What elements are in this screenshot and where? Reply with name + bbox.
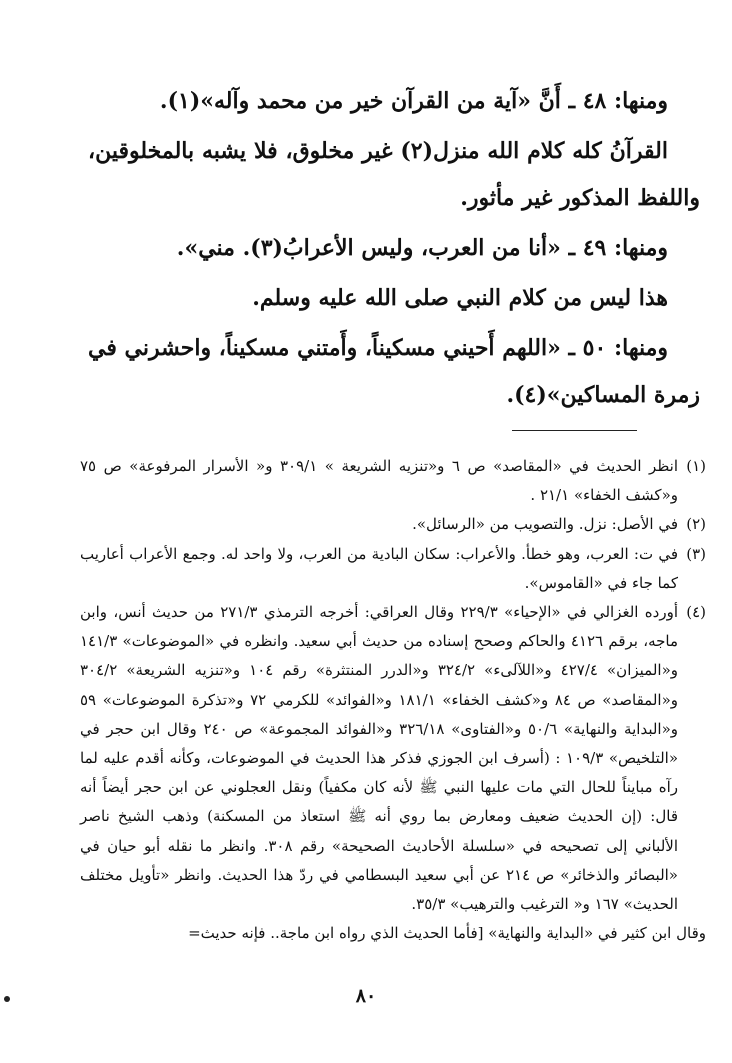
paragraph-50: ومنها: ٥٠ ـ «اللهم أَحيني مسكيناً، وأَمتني مسكيناً، واحشرني في زمرة المساكين»(٤). [88, 335, 700, 408]
footnote-3 [80, 540, 706, 598]
footnote-text: في الأصل: نزل. والتصويب من «الرسائل». [412, 515, 678, 534]
page-number: ٨٠ [355, 985, 377, 1007]
main-text [88, 78, 700, 419]
margin-dot [4, 996, 10, 1002]
footnote-4 [80, 598, 706, 919]
footnote-number: (٤) [686, 603, 706, 622]
footnote-number: (٣) [686, 544, 706, 563]
footnote-number: (٢) [686, 515, 706, 534]
footnote-1 [80, 452, 706, 510]
paragraph-49: ومنها: ٤٩ ـ «أنا من العرب، وليس الأعرابُ(٣). مني». [176, 235, 668, 261]
footnote-4-continuation [80, 919, 706, 948]
paragraph-48-commentary: القرآنُ كله كلام الله منزل(٢) غير مخلوق، فلا يشبه بالمخلوقين، واللفظ المذكور غير مأثور. [88, 138, 700, 211]
footnote-text: وقال ابن كثير في «البداية والنهاية» [فأما الحديث الذي رواه ابن ماجة.. فإنه حديث [200, 924, 706, 943]
footnote-separator [512, 430, 637, 431]
paragraph-48: ومنها: ٤٨ ـ أَنَّ «آية من القرآن خير من محمد وآله»(١). [159, 88, 668, 114]
continuation-mark: = [188, 924, 201, 943]
footnote-text: في ت: العرب، وهو خطأ. والأعراب: سكان البادية من العرب، ولا واحد له. وجمع الأعراب أعاريب كما جاء في «القاموس». [80, 544, 678, 592]
footnote-text: أورده الغزالي في «الإحياء» ٢٢٩/٣ وقال العراقي: أخرجه الترمذي ٢٧١/٣ من حديث أنس، وابن ماجه، برقم ٤١٢٦ والحاكم وصحح إسناده من حديث أبي سعيد. وانظره في «الموضوعات» ١٤١/٣ و«الميزان» ٤٢٧/٤ و«اللآلىء» ٣٢٤/٢ و«الدرر المنتثرة» رقم ١٠٤ و«تنزيه الشريعة» ٣٠٤/٢ و«المقاصد» ص ٨٤ و«كشف الخفاء» ١٨١/١ و«الفوائد» للكرمي ٧٢ و«تذكرة الموضوعات» ٥٩ و«البداية والنهاية» ٥٠/٦ و«الفتاوى» ٣٢٦/١٨ و«الفوائد المجموعة» ص ٢٤٠ وقال ابن حجر في «التلخيص» ١٠٩/٣ : (أسرف ابن الجوزي فذكر هذا الحديث في الموضوعات، وكأنه أقدم عليه لما رآه مبايناً للحال التي مات عليها النبي ﷺ لأنه كان مكفياً) ونقل العجلوني عن ابن حجر أيضاً أنه قال: (إن الحديث ضعيف ومعارض بما روي أنه ﷺ استعاذ من المسكنة) وذهب الشيخ ناصر الألباني إلى تصحيحه في «سلسلة الأحاديث الصحيحة» رقم ٣٠٨. وانظر ما نقله أبو حيان في «البصائر والذخائر» ص ٢١٤ عن أبي سعيد البسطامي في ردّ هذا الحديث. وانظر «تأويل مختلف الحديث» ١٦٧ و« الترغيب والترهيب» ٣٥/٣. [80, 603, 679, 914]
footnote-text: انظر الحديث في «المقاصد» ص ٦ و«تنزيه الشريعة » ٣٠٩/١ و« الأسرار المرفوعة» ص ٧٥ و«كشف الخفاء» ٢١/١ . [80, 457, 678, 505]
footnote-2 [80, 510, 706, 539]
paragraph-49-commentary: هذا ليس من كلام النبي صلى الله عليه وسلم. [252, 285, 668, 311]
footnote-number: (١) [686, 457, 706, 475]
footnotes [80, 452, 706, 948]
